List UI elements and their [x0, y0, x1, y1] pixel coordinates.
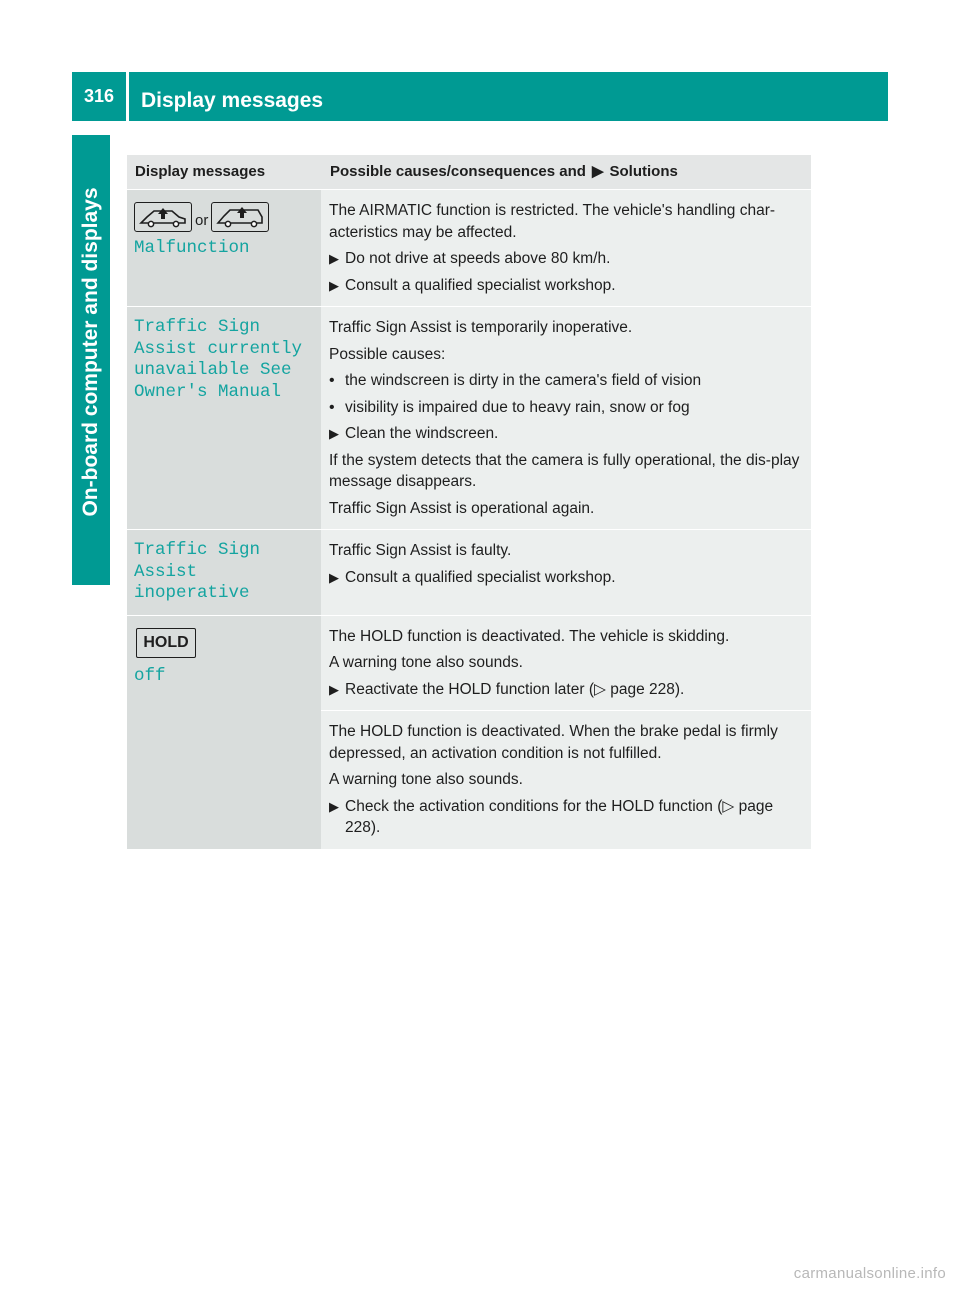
step-arrow-icon: ▶	[329, 569, 339, 585]
table-row	[127, 190, 811, 307]
solution-step	[329, 796, 803, 839]
message-cell	[127, 190, 321, 306]
hold-icon: HOLD	[136, 628, 196, 658]
airmatic-icons	[134, 200, 321, 232]
column-header-solutions-text: Solutions	[609, 163, 678, 180]
step-arrow-icon: ▶	[329, 681, 339, 697]
page-number: 316	[83, 86, 115, 106]
display-messages-table	[127, 155, 811, 850]
message-cell	[127, 530, 321, 615]
cause-bullet	[329, 370, 803, 392]
note-text: Traffic Sign Assist is operational again.	[329, 499, 595, 517]
watermark: carmanualsonline.info	[793, 1265, 946, 1282]
causes-cell	[321, 307, 811, 529]
step-arrow-icon: ▶	[329, 277, 339, 293]
header-divider	[126, 72, 129, 121]
warning-tone-text: A warning tone also sounds.	[329, 771, 523, 788]
airmatic-estate-icon	[211, 202, 269, 232]
step-text: Check the activation conditions for the HOLD function (▷ page 228).	[345, 797, 774, 836]
display-message: off	[134, 665, 166, 686]
step-text: Clean the windscreen.	[345, 425, 499, 442]
step-arrow-icon: ▶	[329, 426, 339, 441]
column-header-causes-text: Possible causes/consequences and	[330, 163, 586, 180]
step-text: Consult a qualified specialist workshop.	[345, 276, 616, 294]
table-row	[127, 530, 811, 616]
solution-step	[329, 423, 803, 445]
causes-cell	[321, 616, 811, 712]
message-cell	[127, 307, 321, 529]
cause-text: The HOLD function is deactivated. The vehicle is skidding.	[329, 627, 730, 645]
airmatic-sedan-icon	[134, 202, 192, 232]
triangle-arrow-icon: ▶	[591, 163, 604, 180]
causes-group	[321, 616, 811, 849]
column-header-causes	[322, 155, 811, 189]
message-cell	[127, 616, 321, 849]
table-header	[127, 155, 811, 190]
table-row	[127, 307, 811, 530]
display-message: Traffic Sign Assist inoperative	[134, 540, 261, 603]
solution-step	[329, 679, 803, 701]
step-arrow-icon: ▶	[329, 251, 339, 266]
bullet-text: visibility is impaired due to heavy rain, snow or fog	[345, 398, 690, 416]
step-text: Do not drive at speeds above 80 km/h.	[345, 250, 611, 267]
cause-text: The AIRMATIC function is restricted. The vehicle's handling char-acteristics may be affected.	[329, 202, 776, 241]
page-header	[72, 72, 888, 121]
causes-cell	[321, 190, 811, 306]
bullet-icon: •	[329, 398, 335, 416]
solution-step	[329, 275, 803, 297]
solution-step	[329, 248, 803, 270]
table-row	[127, 616, 811, 850]
causes-cell	[321, 711, 811, 849]
warning-tone-text: A warning tone also sounds.	[329, 654, 523, 671]
solution-step	[329, 567, 803, 589]
bullet-icon: •	[329, 372, 335, 389]
cause-text: Traffic Sign Assist is faulty.	[329, 542, 512, 559]
page-title: Display messages	[141, 89, 324, 112]
bullet-text: the windscreen is dirty in the camera's field of vision	[345, 372, 702, 389]
cause-bullet	[329, 397, 803, 419]
causes-cell	[321, 530, 811, 615]
possible-causes-label: Possible causes:	[329, 345, 446, 363]
display-message: Malfunction	[134, 238, 250, 258]
step-text: Reactivate the HOLD function later (▷ page 228).	[345, 680, 685, 698]
step-arrow-icon: ▶	[329, 798, 339, 814]
chapter-title: On-board computer and displays	[79, 187, 102, 517]
note-text: If the system detects that the camera is fully operational, the dis-play message disappears.	[329, 451, 800, 490]
column-header-messages: Display messages	[135, 163, 266, 180]
display-message: Traffic Sign Assist currently unavailable See Owner's Manual	[134, 317, 303, 402]
cause-text: The HOLD function is deactivated. When the brake pedal is firmly depressed, an activation condition is not fulfilled.	[329, 723, 778, 762]
cause-text: Traffic Sign Assist is temporarily inoperative.	[329, 319, 633, 336]
or-text: or	[195, 212, 209, 229]
step-text: Consult a qualified specialist workshop.	[345, 568, 616, 586]
